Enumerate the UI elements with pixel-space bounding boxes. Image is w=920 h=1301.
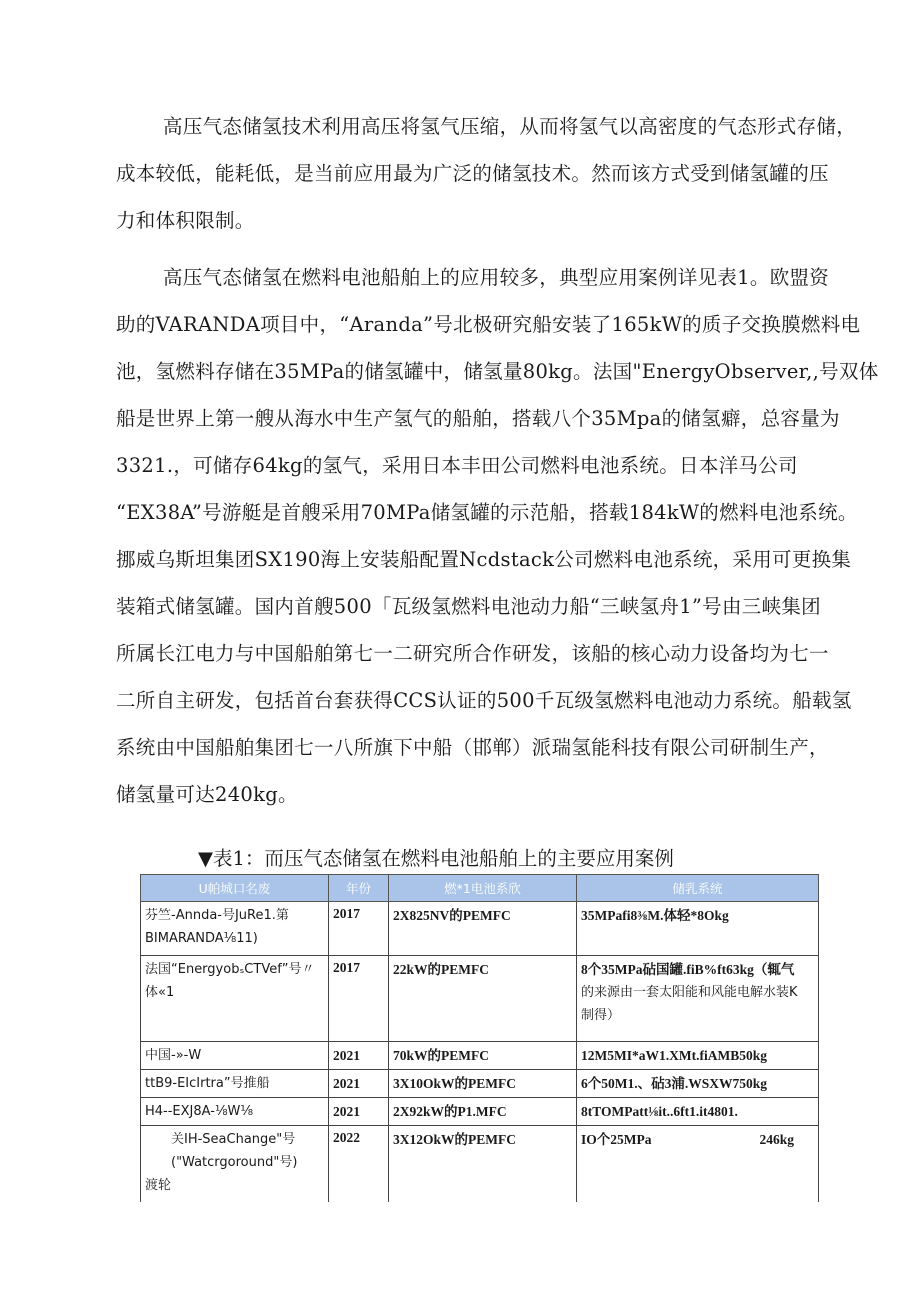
cell-ship-name [141,902,329,956]
cell-storage [577,1126,819,1202]
paragraph-line: 船是世界上第一艘从海水中生产氢气的船舶，搭载八个35Mpa的储氢癖，总容量为 [116,407,840,430]
cell-storage [577,1098,819,1126]
paragraph-line: 系统由中国船舶集团七一八所旗下中船（邯郸）派瑞氢能科技有限公司研制生产， [116,736,829,759]
header-fuel-cell-system: 燃*1电池系欣 [389,875,577,902]
cell-fuel-cell [389,1042,577,1070]
paragraph-line: 装箱式储氢罐。国内首艘500「瓦级氢燃料电池动力船“三峡氢舟1”号由三峡集团 [116,595,821,618]
cell-line: 8tTOMPatt⅛it..6ft1.it4801. [581,1104,738,1119]
cell-year [329,902,389,956]
cell-line: 2021 [333,1104,360,1119]
cell-storage [577,1070,819,1098]
paragraph-line: 高压气态储氢在燃料电池船舶上的应用较多，典型应用案例详见表1。欧盟资 [163,266,830,289]
storage-split [581,1128,814,1151]
cell-ship-name [141,1070,329,1098]
cell-line: 3X12OkW的PEMFC [393,1132,516,1147]
cell-line: 2X825NV的PEMFC [393,908,511,923]
table-row [141,1098,819,1126]
paragraph-line: 二所自主研发，包括首台套获得CCS认证的500千瓦级氢燃料电池动力系统。船载氢 [116,689,852,712]
cell-line: 制得） [581,1008,621,1023]
cell-year [329,1042,389,1070]
cell-line: 2021 [333,1076,360,1091]
paragraph-line: 池，氢燃料存储在35MPa的储氢罐中，储氢量80kg。法国"EnergyObserver,,号双体 [116,360,879,383]
cell-line: BIMARANDA⅛11) [145,931,258,946]
cell-line: 35MPafi8⅜M.体轻*8Okg [581,908,729,923]
paragraph-line: 储氢量可达240kg。 [116,783,298,806]
header-storage-system: 储乳系统 [577,875,819,902]
cell-ship-name [141,1042,329,1070]
cell-line: 246kg [759,1132,794,1147]
cell-line: 的来源由一套太阳能和风能电解水装K [581,985,798,1000]
table-row [141,902,819,956]
paragraph-1 [116,103,857,244]
cell-year [329,1070,389,1098]
header-ship-name: U帕城口名废 [141,875,329,902]
cell-storage [577,956,819,1042]
cell-line: 法国“EnergyobₛCTVef”号〃 [145,962,315,977]
cell-fuel-cell [389,1070,577,1098]
cell-year [329,1126,389,1202]
cell-fuel-cell [389,1098,577,1126]
paragraph-line: 挪威乌斯坦集团SX190海上安装船配置Ncdstack公司燃料电池系统，采用可更换集 [116,548,852,571]
cell-line: 渡轮 [145,1178,172,1193]
table-caption: ▼表1：而压气态储氢在燃料电池船舶上的主要应用案例 [198,847,674,870]
cell-line: 2022 [333,1130,360,1145]
cell-line: 12M5MI*aW1.XMt.fiAMB50kg [581,1048,767,1063]
paragraph-line: 成本较低，能耗低，是当前应用最为广泛的储氢技术。然而该方式受到储氢罐的压 [116,162,829,185]
paragraph-line: 助的VARANDA项目中，“Aranda”号北极研究船安装了165kW的质子交换膜燃料电 [116,313,861,336]
cell-line: 芬竺-Annda-号JuRe1.第 [145,908,289,923]
cell-line: 6个50M1.、砧3浦.WSXW750kg [581,1076,768,1091]
cell-ship-name [141,956,329,1042]
cell-line: 2017 [333,960,360,975]
paragraph-line: 高压气态储氢技术利用高压将氢气压缩，从而将氢气以高密度的气态形式存储， [163,115,857,138]
cell-line: 体«1 [145,985,175,1000]
cell-line: 关IH-SeaChange"号 [171,1132,296,1147]
cell-line: H4--EXJ8A-⅛W⅛ [145,1104,254,1119]
cell-line: ttB9-EIcIrtra”号推船 [145,1076,270,1091]
cell-storage [577,902,819,956]
table-row [141,1070,819,1098]
cell-line: 8个35MPa砧国罐.fiB%ft63kg（辄气 [581,962,795,977]
header-year: 年份 [329,875,389,902]
cell-year [329,956,389,1042]
table-row [141,956,819,1042]
cell-ship-name [141,1126,329,1202]
cell-year [329,1098,389,1126]
table-row [141,1126,819,1202]
cell-line: 中国-»-W [145,1048,202,1063]
cell-fuel-cell [389,902,577,956]
table-row [141,1042,819,1070]
cell-line: 70kW的PEMFC [393,1048,489,1063]
cell-storage [577,1042,819,1070]
paragraph-line: “EX38A”号游艇是首艘采用70MPa储氢罐的示范船，搭载184kW的燃料电池系统。 [116,501,858,524]
paragraph-2 [116,254,879,818]
cell-fuel-cell [389,1126,577,1202]
cell-line: 22kW的PEMFC [393,962,489,977]
cell-line: 2021 [333,1048,360,1063]
paragraph-line: 3321.，可储存64kg的氢气，采用日本丰田公司燃料电池系统。日本洋马公司 [116,454,798,477]
paragraph-line: 所属长江电力与中国船舶第七一二研究所合作研发，该船的核心动力设备均为七一 [116,642,829,665]
cell-line: 2017 [333,906,360,921]
cell-line: IO个25MPa [581,1132,652,1147]
cell-line: ("Watcrgoround"号) [171,1155,298,1170]
application-cases-table [140,874,819,1202]
cell-fuel-cell [389,956,577,1042]
cell-line: 2X92kW的P1.MFC [393,1104,507,1119]
cell-ship-name [141,1098,329,1126]
cell-line: 3X10OkW的PEMFC [393,1076,516,1091]
paragraph-line: 力和体积限制。 [116,209,255,232]
table-header-row [141,875,819,902]
